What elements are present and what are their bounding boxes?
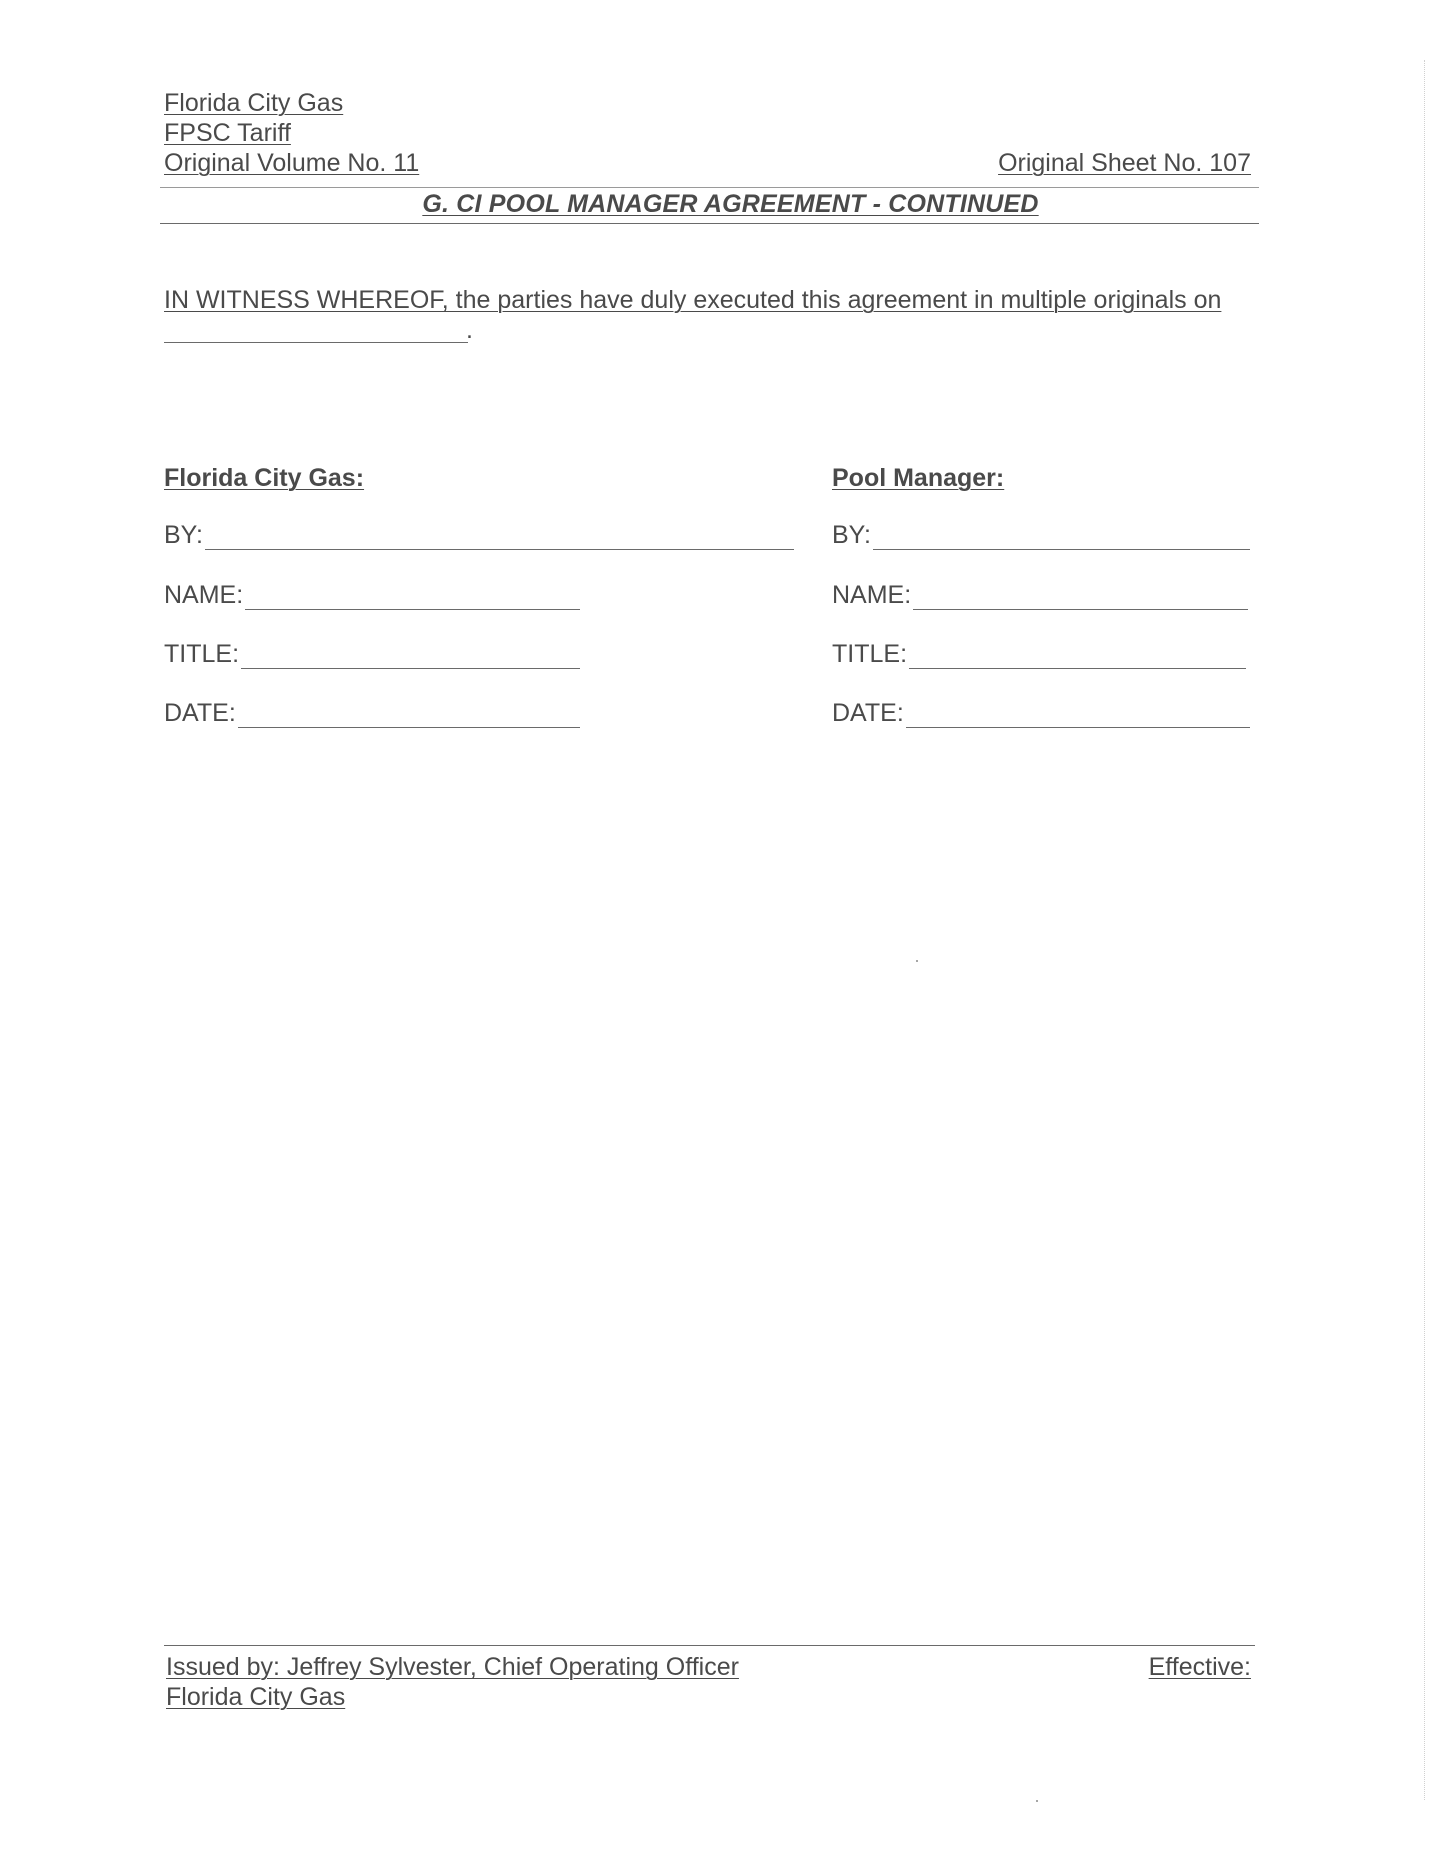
right-date-field[interactable] (832, 696, 1250, 728)
scan-speck (916, 960, 918, 962)
right-title-field[interactable] (832, 637, 1246, 669)
left-date-label: DATE: (164, 699, 236, 727)
header-company: Florida City Gas (164, 89, 344, 117)
header-sheet-number: Original Sheet No. 107 (998, 149, 1251, 177)
witness-statement: IN WITNESS WHEREOF, the parties have duly executed this agreement in multiple originals on (164, 286, 1222, 314)
footer-issued-by: Issued by: Jeffrey Sylvester, Chief Operating Officer (166, 1653, 739, 1681)
right-name-label: NAME: (832, 581, 912, 609)
witness-date-period: . (466, 316, 473, 344)
left-date-field[interactable] (164, 696, 580, 728)
title-divider (160, 223, 1259, 224)
left-name-line[interactable] (245, 585, 580, 610)
right-date-label: DATE: (832, 699, 904, 727)
left-name-field[interactable] (164, 578, 580, 610)
right-date-line[interactable] (906, 703, 1250, 728)
footer-company: Florida City Gas (166, 1683, 346, 1711)
left-title-field[interactable] (164, 637, 580, 669)
left-date-line[interactable] (238, 703, 580, 728)
section-title: G. CI POOL MANAGER AGREEMENT - CONTINUED (422, 190, 1039, 218)
right-title-label: TITLE: (832, 640, 908, 668)
left-title-line[interactable] (241, 644, 580, 669)
right-name-line[interactable] (913, 585, 1248, 610)
right-by-label: BY: (832, 521, 871, 549)
footer-effective: Effective: (1148, 1653, 1251, 1681)
header-volume: Original Volume No. 11 (164, 149, 420, 177)
left-name-label: NAME: (164, 581, 244, 609)
right-by-field[interactable] (832, 518, 1250, 550)
right-title-line[interactable] (909, 644, 1246, 669)
left-by-field[interactable] (164, 518, 794, 550)
right-name-field[interactable] (832, 578, 1248, 610)
left-title-label: TITLE: (164, 640, 240, 668)
right-by-signature-line[interactable] (873, 525, 1250, 550)
scan-edge-artifact (1424, 60, 1425, 1800)
footer-divider (164, 1645, 1255, 1646)
left-by-signature-line[interactable] (205, 525, 794, 550)
header-tariff: FPSC Tariff (164, 119, 291, 147)
signatory-heading-florida-city-gas: Florida City Gas: (164, 464, 365, 492)
witness-date-line (164, 322, 468, 343)
scan-speck (1036, 1800, 1038, 1802)
signatory-heading-pool-manager: Pool Manager: (832, 464, 1005, 492)
header-divider (160, 187, 1259, 188)
left-by-label: BY: (164, 521, 203, 549)
